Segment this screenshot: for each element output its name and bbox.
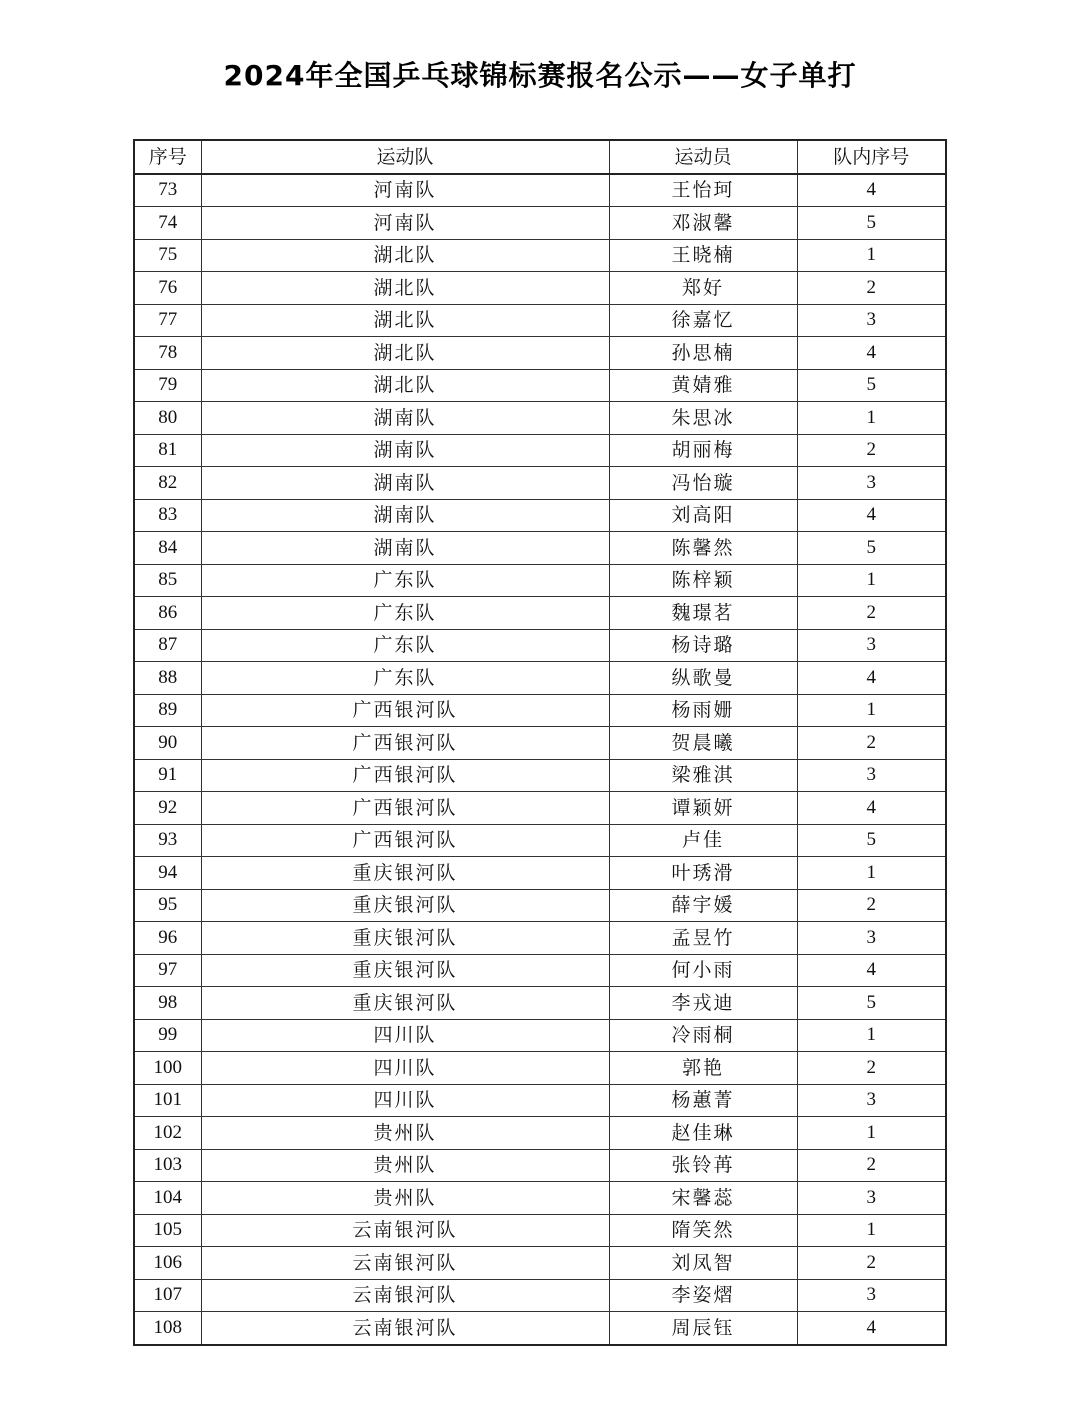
player-cell: 李戎迪 bbox=[609, 987, 797, 1020]
team-cell: 广东队 bbox=[201, 662, 609, 695]
team-order-cell: 2 bbox=[797, 727, 946, 760]
row-index: 86 bbox=[134, 597, 201, 630]
table-row bbox=[134, 1247, 946, 1280]
player-cell: 赵佳琳 bbox=[609, 1117, 797, 1150]
row-index: 87 bbox=[134, 629, 201, 662]
team-cell: 云南银河队 bbox=[201, 1214, 609, 1247]
player-cell: 徐嘉忆 bbox=[609, 304, 797, 337]
player-cell: 刘凤智 bbox=[609, 1247, 797, 1280]
row-index: 95 bbox=[134, 889, 201, 922]
team-order-cell: 3 bbox=[797, 759, 946, 792]
table-row bbox=[134, 954, 946, 987]
team-order-cell: 1 bbox=[797, 694, 946, 727]
player-cell: 薛宇媛 bbox=[609, 889, 797, 922]
team-cell: 河南队 bbox=[201, 207, 609, 240]
team-cell: 重庆银河队 bbox=[201, 922, 609, 955]
team-cell: 湖南队 bbox=[201, 532, 609, 565]
player-cell: 梁雅淇 bbox=[609, 759, 797, 792]
table-row bbox=[134, 239, 946, 272]
table-row bbox=[134, 532, 946, 565]
team-cell: 河南队 bbox=[201, 174, 609, 207]
team-order-cell: 3 bbox=[797, 467, 946, 500]
team-order-cell: 1 bbox=[797, 402, 946, 435]
row-index: 91 bbox=[134, 759, 201, 792]
team-order-cell: 3 bbox=[797, 304, 946, 337]
team-order-cell: 3 bbox=[797, 1279, 946, 1312]
team-order-cell: 5 bbox=[797, 207, 946, 240]
row-index: 80 bbox=[134, 402, 201, 435]
table-row bbox=[134, 1182, 946, 1215]
team-order-cell: 4 bbox=[797, 337, 946, 370]
team-order-cell: 2 bbox=[797, 889, 946, 922]
table-row bbox=[134, 1279, 946, 1312]
team-order-cell: 4 bbox=[797, 174, 946, 207]
team-order-cell: 3 bbox=[797, 629, 946, 662]
player-cell: 何小雨 bbox=[609, 954, 797, 987]
player-cell: 隋笑然 bbox=[609, 1214, 797, 1247]
table-row bbox=[134, 759, 946, 792]
team-cell: 湖南队 bbox=[201, 402, 609, 435]
team-cell: 广东队 bbox=[201, 629, 609, 662]
team-order-cell: 3 bbox=[797, 922, 946, 955]
team-cell: 广西银河队 bbox=[201, 792, 609, 825]
row-index: 90 bbox=[134, 727, 201, 760]
table-row bbox=[134, 499, 946, 532]
table-row bbox=[134, 792, 946, 825]
table-row bbox=[134, 694, 946, 727]
team-order-cell: 4 bbox=[797, 499, 946, 532]
player-cell: 贺晨曦 bbox=[609, 727, 797, 760]
row-index: 108 bbox=[134, 1312, 201, 1345]
team-cell: 湖南队 bbox=[201, 499, 609, 532]
row-index: 83 bbox=[134, 499, 201, 532]
team-order-cell: 2 bbox=[797, 434, 946, 467]
team-order-cell: 2 bbox=[797, 1149, 946, 1182]
table-row bbox=[134, 1117, 946, 1150]
team-order-cell: 1 bbox=[797, 239, 946, 272]
team-order-cell: 2 bbox=[797, 597, 946, 630]
row-index: 107 bbox=[134, 1279, 201, 1312]
player-cell: 胡丽梅 bbox=[609, 434, 797, 467]
team-cell: 重庆银河队 bbox=[201, 954, 609, 987]
row-index: 92 bbox=[134, 792, 201, 825]
row-index: 104 bbox=[134, 1182, 201, 1215]
team-order-cell: 1 bbox=[797, 1214, 946, 1247]
row-index: 102 bbox=[134, 1117, 201, 1150]
row-index: 78 bbox=[134, 337, 201, 370]
player-cell: 郭艳 bbox=[609, 1052, 797, 1085]
player-cell: 杨诗璐 bbox=[609, 629, 797, 662]
player-cell: 宋馨蕊 bbox=[609, 1182, 797, 1215]
team-cell: 四川队 bbox=[201, 1052, 609, 1085]
table-row bbox=[134, 337, 946, 370]
table-row bbox=[134, 1019, 946, 1052]
player-cell: 周辰钰 bbox=[609, 1312, 797, 1345]
team-cell: 湖北队 bbox=[201, 239, 609, 272]
team-cell: 湖北队 bbox=[201, 272, 609, 305]
team-order-cell: 1 bbox=[797, 857, 946, 890]
team-cell: 重庆银河队 bbox=[201, 889, 609, 922]
page-title: 2024年全国乒乓球锦标赛报名公示——女子单打 bbox=[223, 59, 857, 92]
team-cell: 湖南队 bbox=[201, 467, 609, 500]
player-cell: 张铃苒 bbox=[609, 1149, 797, 1182]
table-row bbox=[134, 889, 946, 922]
row-index: 106 bbox=[134, 1247, 201, 1280]
table-row bbox=[134, 1214, 946, 1247]
row-index: 77 bbox=[134, 304, 201, 337]
table-body bbox=[134, 174, 946, 1345]
table-row bbox=[134, 1084, 946, 1117]
team-cell: 湖北队 bbox=[201, 337, 609, 370]
player-cell: 杨雨姗 bbox=[609, 694, 797, 727]
row-index: 88 bbox=[134, 662, 201, 695]
team-order-cell: 2 bbox=[797, 1052, 946, 1085]
table-row bbox=[134, 174, 946, 207]
team-cell: 云南银河队 bbox=[201, 1279, 609, 1312]
player-cell: 冯怡璇 bbox=[609, 467, 797, 500]
player-cell: 孟昱竹 bbox=[609, 922, 797, 955]
player-cell: 朱思冰 bbox=[609, 402, 797, 435]
table-row bbox=[134, 1149, 946, 1182]
row-index: 103 bbox=[134, 1149, 201, 1182]
column-header-player: 运动员 bbox=[609, 140, 797, 174]
row-index: 105 bbox=[134, 1214, 201, 1247]
team-cell: 云南银河队 bbox=[201, 1247, 609, 1280]
team-cell: 广西银河队 bbox=[201, 694, 609, 727]
row-index: 76 bbox=[134, 272, 201, 305]
team-cell: 重庆银河队 bbox=[201, 857, 609, 890]
team-cell: 广西银河队 bbox=[201, 824, 609, 857]
team-cell: 云南银河队 bbox=[201, 1312, 609, 1345]
player-cell: 纵歌曼 bbox=[609, 662, 797, 695]
team-order-cell: 4 bbox=[797, 954, 946, 987]
table-row bbox=[134, 857, 946, 890]
table-row bbox=[134, 207, 946, 240]
table-row bbox=[134, 1312, 946, 1345]
table-row bbox=[134, 1052, 946, 1085]
column-header-team: 运动队 bbox=[201, 140, 609, 174]
player-cell: 陈馨然 bbox=[609, 532, 797, 565]
row-index: 82 bbox=[134, 467, 201, 500]
row-index: 98 bbox=[134, 987, 201, 1020]
table-row bbox=[134, 662, 946, 695]
row-index: 94 bbox=[134, 857, 201, 890]
team-cell: 广东队 bbox=[201, 597, 609, 630]
table-row bbox=[134, 824, 946, 857]
team-order-cell: 1 bbox=[797, 1117, 946, 1150]
table-row bbox=[134, 304, 946, 337]
player-cell: 谭颖妍 bbox=[609, 792, 797, 825]
team-order-cell: 5 bbox=[797, 532, 946, 565]
header-row bbox=[134, 140, 946, 174]
team-order-cell: 4 bbox=[797, 1312, 946, 1345]
team-order-cell: 4 bbox=[797, 662, 946, 695]
row-index: 99 bbox=[134, 1019, 201, 1052]
row-index: 96 bbox=[134, 922, 201, 955]
table-row bbox=[134, 727, 946, 760]
player-cell: 王晓楠 bbox=[609, 239, 797, 272]
table-row bbox=[134, 369, 946, 402]
column-header-order: 队内序号 bbox=[797, 140, 946, 174]
table-row bbox=[134, 922, 946, 955]
player-cell: 魏璟茗 bbox=[609, 597, 797, 630]
registration-table bbox=[133, 139, 947, 1346]
row-index: 101 bbox=[134, 1084, 201, 1117]
team-cell: 贵州队 bbox=[201, 1182, 609, 1215]
row-index: 85 bbox=[134, 564, 201, 597]
team-cell: 湖北队 bbox=[201, 369, 609, 402]
player-cell: 李姿熠 bbox=[609, 1279, 797, 1312]
team-cell: 湖北队 bbox=[201, 304, 609, 337]
player-cell: 王怡珂 bbox=[609, 174, 797, 207]
table-row bbox=[134, 467, 946, 500]
row-index: 74 bbox=[134, 207, 201, 240]
player-cell: 孙思楠 bbox=[609, 337, 797, 370]
player-cell: 陈梓颖 bbox=[609, 564, 797, 597]
team-order-cell: 2 bbox=[797, 272, 946, 305]
team-order-cell: 4 bbox=[797, 792, 946, 825]
team-cell: 广西银河队 bbox=[201, 759, 609, 792]
team-cell: 四川队 bbox=[201, 1084, 609, 1117]
table-row bbox=[134, 564, 946, 597]
player-cell: 冷雨桐 bbox=[609, 1019, 797, 1052]
table-row bbox=[134, 629, 946, 662]
row-index: 93 bbox=[134, 824, 201, 857]
player-cell: 杨蕙菁 bbox=[609, 1084, 797, 1117]
team-cell: 贵州队 bbox=[201, 1117, 609, 1150]
column-header-index: 序号 bbox=[134, 140, 201, 174]
row-index: 75 bbox=[134, 239, 201, 272]
row-index: 89 bbox=[134, 694, 201, 727]
player-cell: 郑好 bbox=[609, 272, 797, 305]
table-row bbox=[134, 597, 946, 630]
row-index: 100 bbox=[134, 1052, 201, 1085]
table-row bbox=[134, 402, 946, 435]
team-order-cell: 2 bbox=[797, 1247, 946, 1280]
team-cell: 四川队 bbox=[201, 1019, 609, 1052]
team-order-cell: 3 bbox=[797, 1084, 946, 1117]
table-row bbox=[134, 272, 946, 305]
row-index: 97 bbox=[134, 954, 201, 987]
team-cell: 贵州队 bbox=[201, 1149, 609, 1182]
team-order-cell: 5 bbox=[797, 369, 946, 402]
player-cell: 黄婧雅 bbox=[609, 369, 797, 402]
team-cell: 广西银河队 bbox=[201, 727, 609, 760]
player-cell: 刘高阳 bbox=[609, 499, 797, 532]
team-order-cell: 1 bbox=[797, 564, 946, 597]
row-index: 84 bbox=[134, 532, 201, 565]
team-cell: 重庆银河队 bbox=[201, 987, 609, 1020]
table-row bbox=[134, 434, 946, 467]
team-order-cell: 5 bbox=[797, 987, 946, 1020]
row-index: 81 bbox=[134, 434, 201, 467]
row-index: 79 bbox=[134, 369, 201, 402]
team-order-cell: 1 bbox=[797, 1019, 946, 1052]
player-cell: 邓淑馨 bbox=[609, 207, 797, 240]
row-index: 73 bbox=[134, 174, 201, 207]
table-row bbox=[134, 987, 946, 1020]
team-order-cell: 3 bbox=[797, 1182, 946, 1215]
team-cell: 湖南队 bbox=[201, 434, 609, 467]
table-header bbox=[134, 140, 946, 174]
team-order-cell: 5 bbox=[797, 824, 946, 857]
player-cell: 卢佳 bbox=[609, 824, 797, 857]
team-cell: 广东队 bbox=[201, 564, 609, 597]
player-cell: 叶琇滑 bbox=[609, 857, 797, 890]
